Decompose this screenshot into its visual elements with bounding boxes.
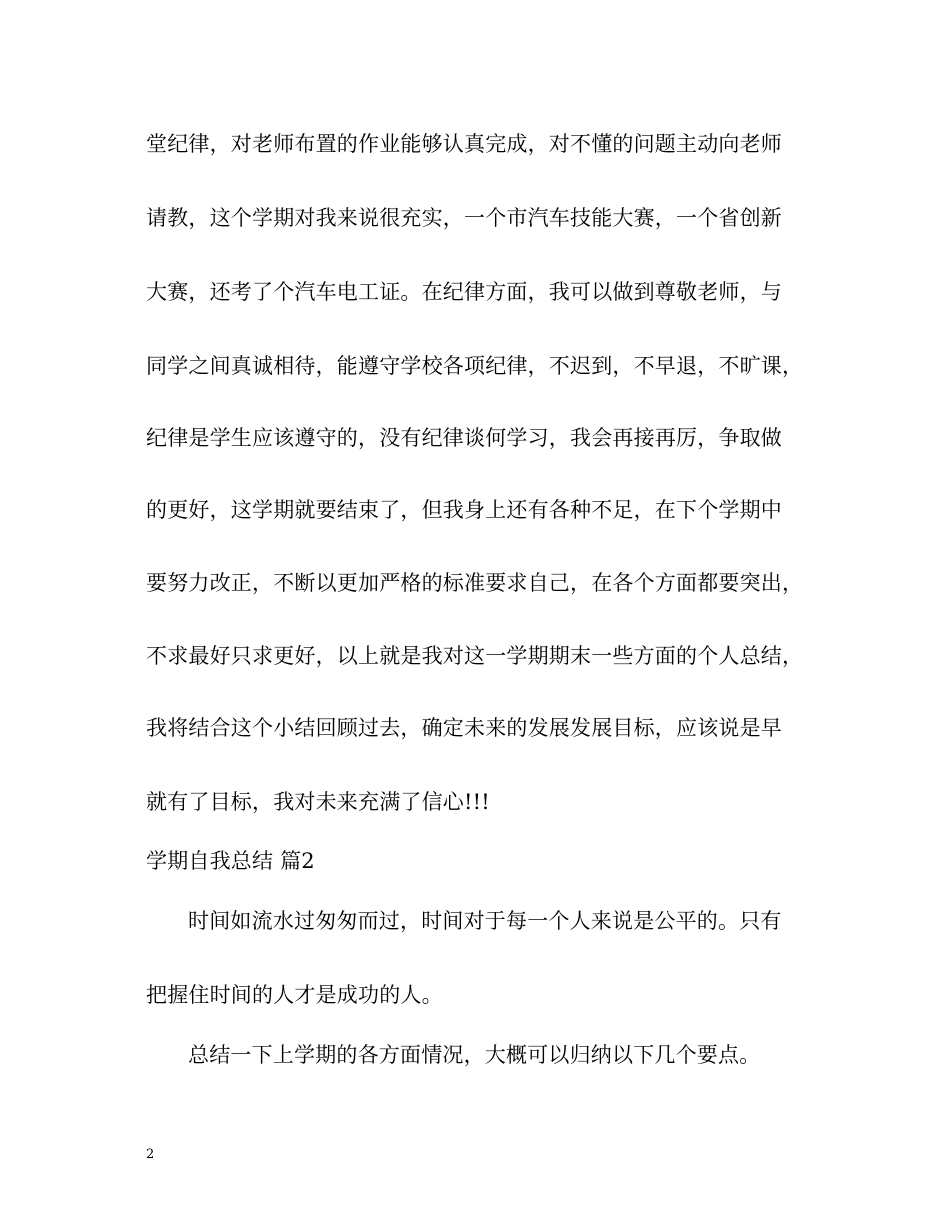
body-text-line: 把握住时间的人才是成功的人。 — [146, 983, 443, 1007]
body-text-line: 的更好，这学期就要结束了，但我身上还有各种不足，在下个学期中 — [146, 498, 782, 522]
body-text-line: 大赛，还考了个汽车电工证。在纪律方面，我可以做到尊敬老师，与 — [146, 280, 782, 304]
body-text-line: 同学之间真诚相待，能遵守学校各项纪律，不迟到，不早退，不旷课， — [146, 354, 804, 378]
body-text-line: 纪律是学生应该遵守的，没有纪律谈何学习，我会再接再厉，争取做 — [146, 426, 782, 450]
body-text-line: 请教，这个学期对我来说很充实，一个市汽车技能大赛，一个省创新 — [146, 206, 782, 230]
body-text-line: 不求最好只求更好，以上就是我对这一学期期末一些方面的个人总结， — [146, 644, 804, 668]
section-heading: 学期自我总结 篇2 — [146, 849, 315, 873]
page-number: 2 — [146, 1147, 155, 1162]
body-text-line: 时间如流水过匆匆而过，时间对于每一个人来说是公平的。只有 — [188, 909, 782, 933]
body-text-line: 我将结合这个小结回顾过去，确定未来的发展发展目标，应该说是早 — [146, 716, 782, 740]
body-text-line: 要努力改正，不断以更加严格的标准要求自己，在各个方面都要突出， — [146, 571, 804, 595]
body-text-line: 堂纪律，对老师布置的作业能够认真完成，对不懂的问题主动向老师 — [146, 132, 782, 156]
body-text-line: 就有了目标，我对未来充满了信心!!! — [146, 790, 490, 814]
body-text-line: 总结一下上学期的各方面情况，大概可以归纳以下几个要点。 — [188, 1043, 761, 1067]
